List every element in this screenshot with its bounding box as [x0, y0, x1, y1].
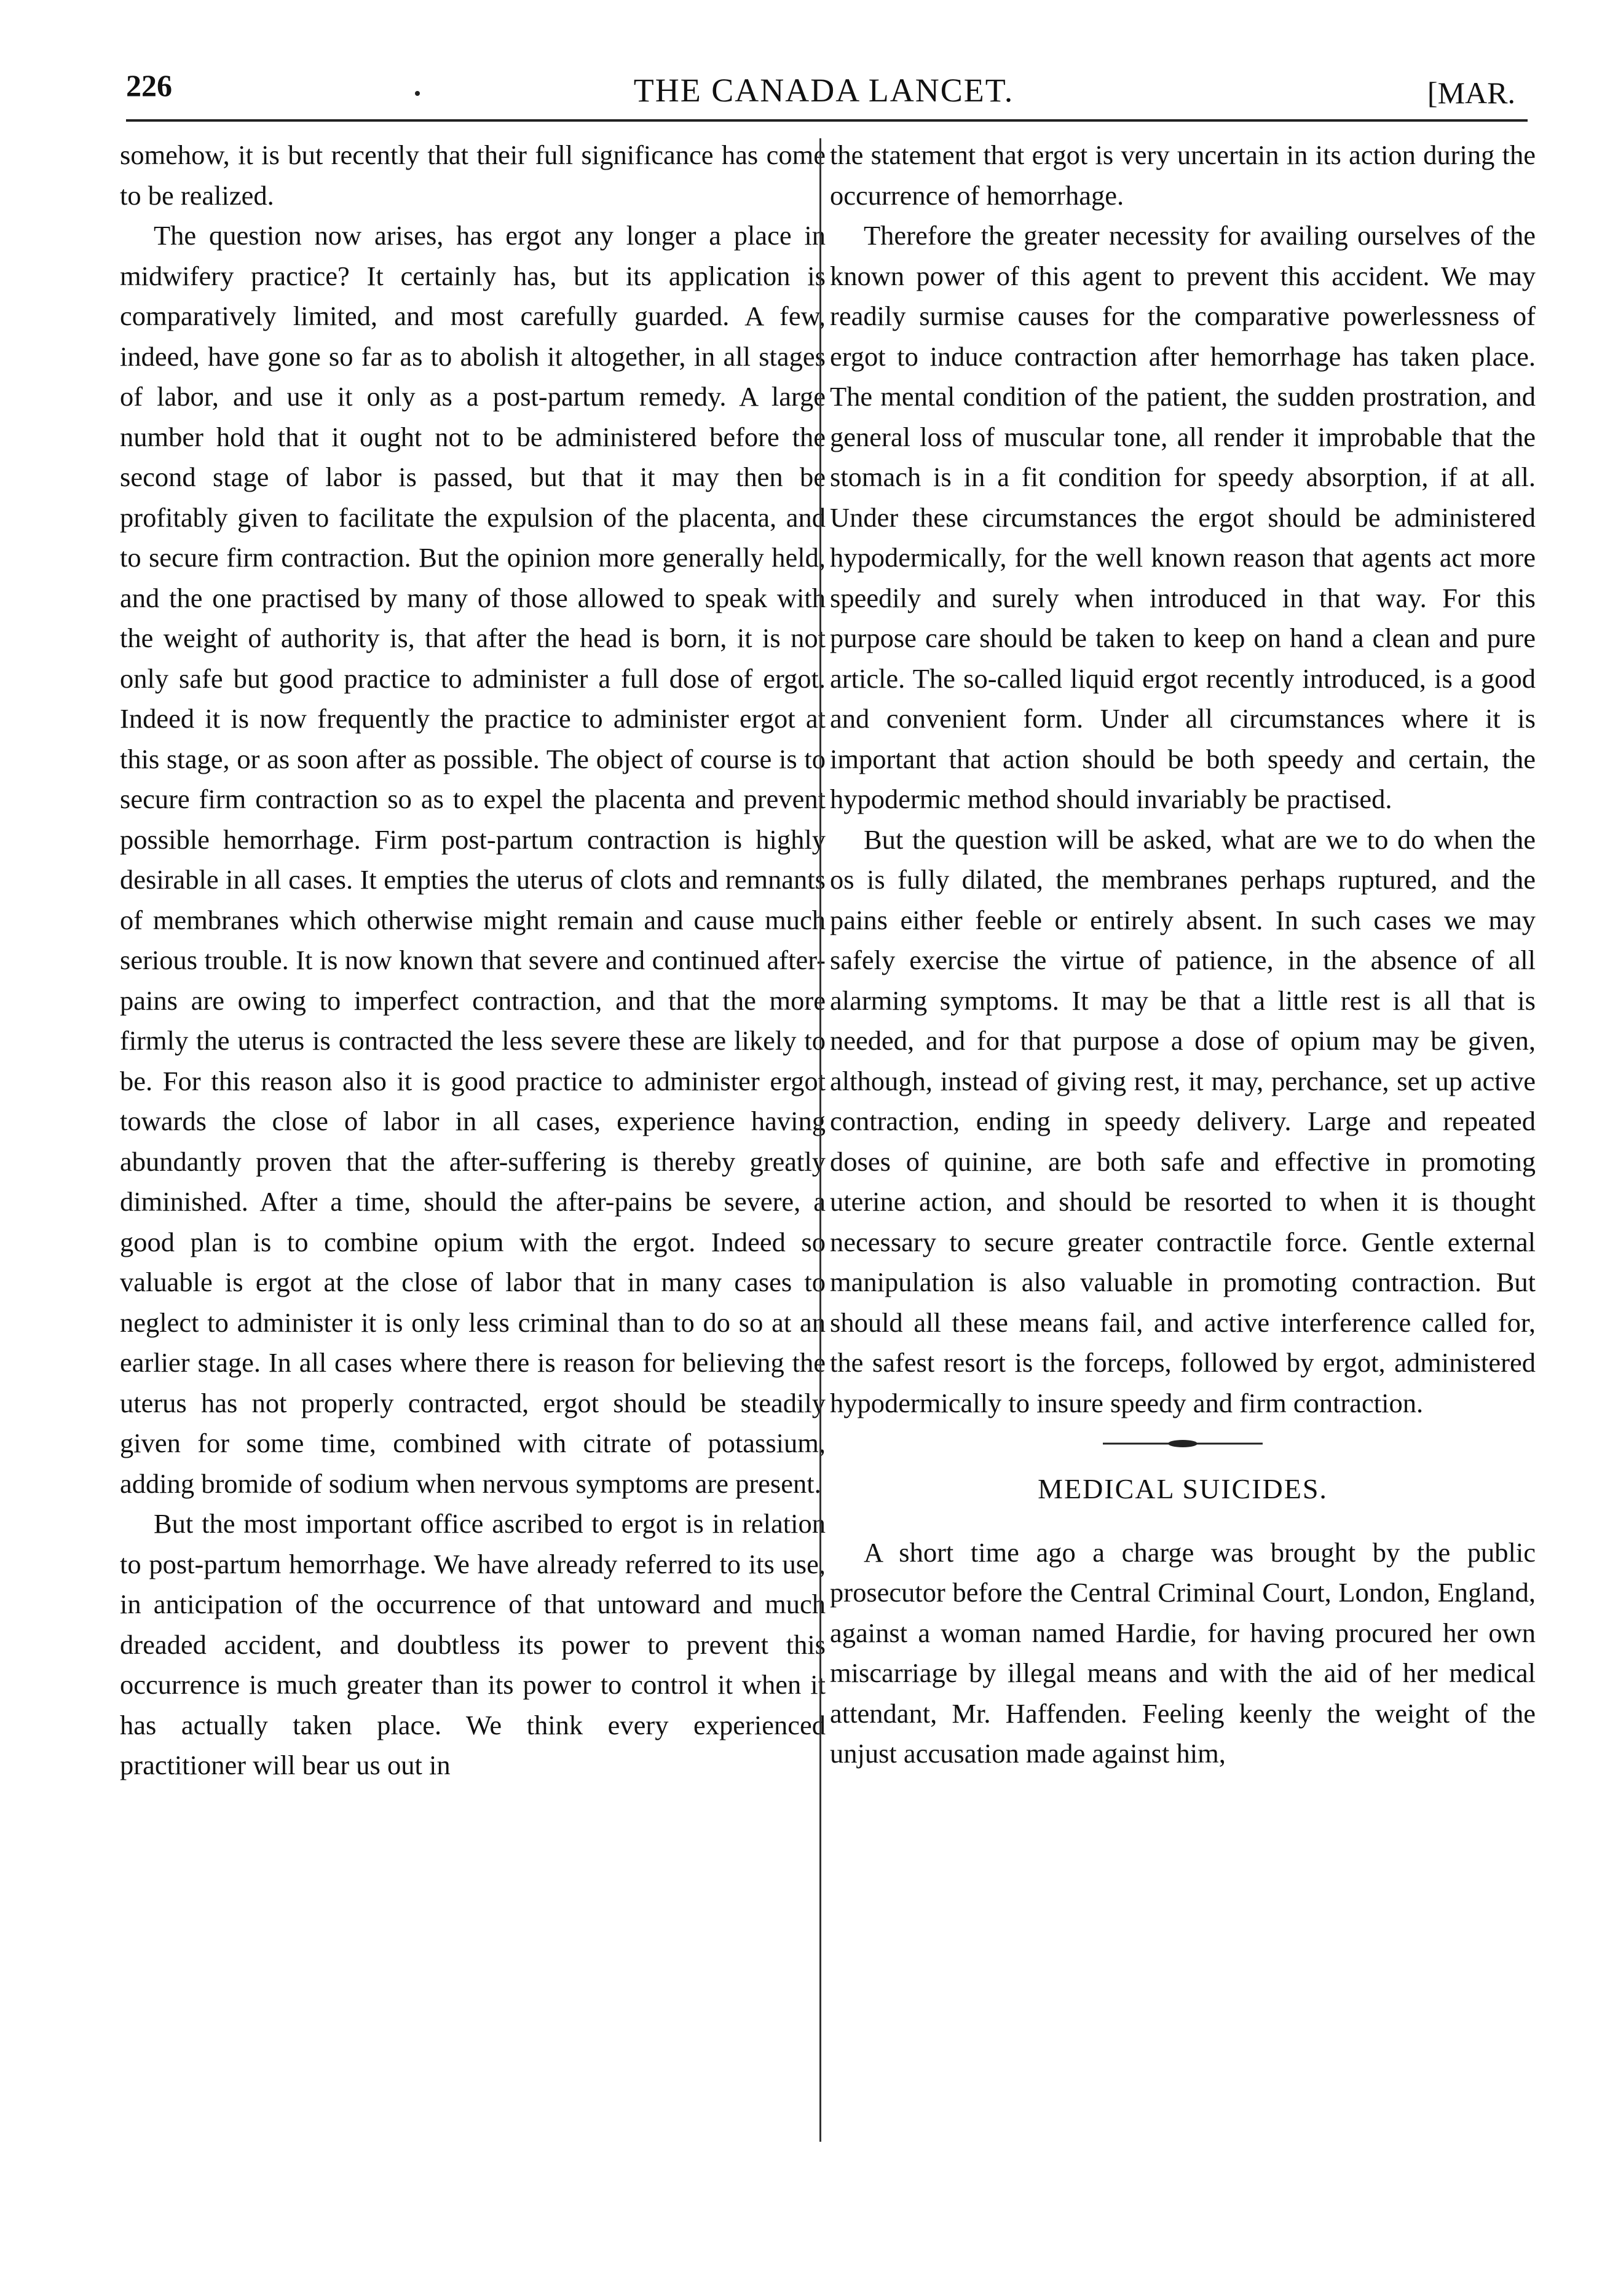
issue-month: [MAR. — [1427, 76, 1515, 110]
paragraph: The question now arises, has ergot any longer a place in midwifery practice? It certainly has, but its application is comparatively limited, and most carefully guarded. A few, indeed, have gone so far as to abolish it altogether, in all stages of labor, and use it only as a post-partum remedy. A large number hold that it ought not to be administered before the second stage of labor is passed, but that it may then be profitably given to facilitate the expulsion of the placenta, and to secure firm contraction. But the opinion more generally held, and the one practised by many of those allowed to speak with the weight of authority is, that after the head is born, it is not only safe but good practice to administer a full dose of ergot. Indeed it is now frequently the practice to administer ergot at this stage, or as soon after as possible. The object of course is to secure firm contraction so as to expel the placenta and prevent possible hemorrhage. Firm post-partum contraction is highly desirable in all cases. It empties the uterus of clots and remnants of membranes which otherwise might remain and cause much serious trouble. It is now known that severe and continued after-pains are owing to imperfect contraction, and that the more firmly the uterus is contracted the less severe these are likely to be. For this reason also it is good practice to administer ergot towards the close of labor in all cases, experience having abundantly proven that the after-suffering is thereby greatly diminished. After a time, should the after-pains be severe, a good plan is to combine opium with the ergot. Indeed so valuable is ergot at the close of labor that in many cases to neglect to administer it is only less criminal than to do so at an earlier stage. In all cases where there is reason for believing the uterus has not properly contracted, ergot should be steadily given for some time, combined with citrate of potassium, adding bromide of sodium when nervous symptoms are present. — [120, 220, 826, 1499]
paragraph: A short time ago a charge was brought by the public prosecutor before the Central Criminal Court, London, England, against a woman named Hardie, for having procured her own miscarriage by illegal means and with the aid of her medical attendant, Mr. Haffenden. Feeling keenly the weight of the unjust accusation made against him, — [830, 1536, 1536, 1769]
right-column — [830, 135, 1536, 1774]
column-divider — [819, 138, 821, 2142]
paragraph: But the most important office ascribed to ergot is in relation to post-partum hemorrhage. We have already referred to its use, in anticipation of the occurrence of that untoward and much dreaded accident, and doubtless its power to prevent this occurrence is much greater than its power to control it when it has actually taken place. We think every experienced practitioner will bear us out in — [120, 1508, 826, 1780]
running-header — [120, 61, 1528, 123]
page-number: 226 — [126, 68, 172, 103]
left-column — [120, 135, 826, 1786]
section-heading: MEDICAL SUICIDES. — [1038, 1473, 1328, 1504]
paragraph: the statement that ergot is very uncertain in its action during the occurrence of hemorrhage. — [830, 140, 1536, 211]
header-dot — [415, 91, 420, 96]
paragraph: But the question will be asked, what are we to do when the os is fully dilated, the membranes perhaps ruptured, and the pains either feeble or entirely absent. In such cases we may safely exercise the virtue of patience, in the absence of all alarming symptoms. It may be that a little rest is all that is needed, and for that purpose a dose of opium may be given, although, instead of giving rest, it may, perchance, set up active contraction, ending in speedy delivery. Large and repeated doses of quinine, are both safe and effective in promoting uterine action, and should be resorted to when it is thought necessary to secure greater contractile force. Gentle external manipulation is also valuable in promoting contraction. But should all these means fail, and active interference called for, the safest resort is the forceps, followed by ergot, administered hypodermically to insure speedy and firm contraction. — [830, 824, 1536, 1418]
header-rule — [126, 119, 1528, 122]
section-divider-ornament — [1091, 1434, 1275, 1453]
journal-title: THE CANADA LANCET. — [633, 72, 1014, 109]
paragraph: somehow, it is but recently that their full significance has come to be realized. — [120, 140, 826, 211]
paragraph: Therefore the greater necessity for availing ourselves of the known power of this agent to prevent this accident. We may readily surmise causes for the comparative powerlessness of ergot to induce contraction after hemorrhage has taken place. The mental condition of the patient, the sudden prostration, and general loss of muscular tone, all render it improbable that the stomach is in a fit condition for speedy absorption, if at all. Under these circumstances the ergot should be administered hypodermically, for the well known reason that agents act more speedily and surely when introduced in that way. For this purpose care should be taken to keep on hand a clean and pure article. The so-called liquid ergot recently introduced, is a good and convenient form. Under all circumstances where it is important that action should be both speedy and certain, the hypodermic method should invariably be practised. — [830, 220, 1536, 814]
